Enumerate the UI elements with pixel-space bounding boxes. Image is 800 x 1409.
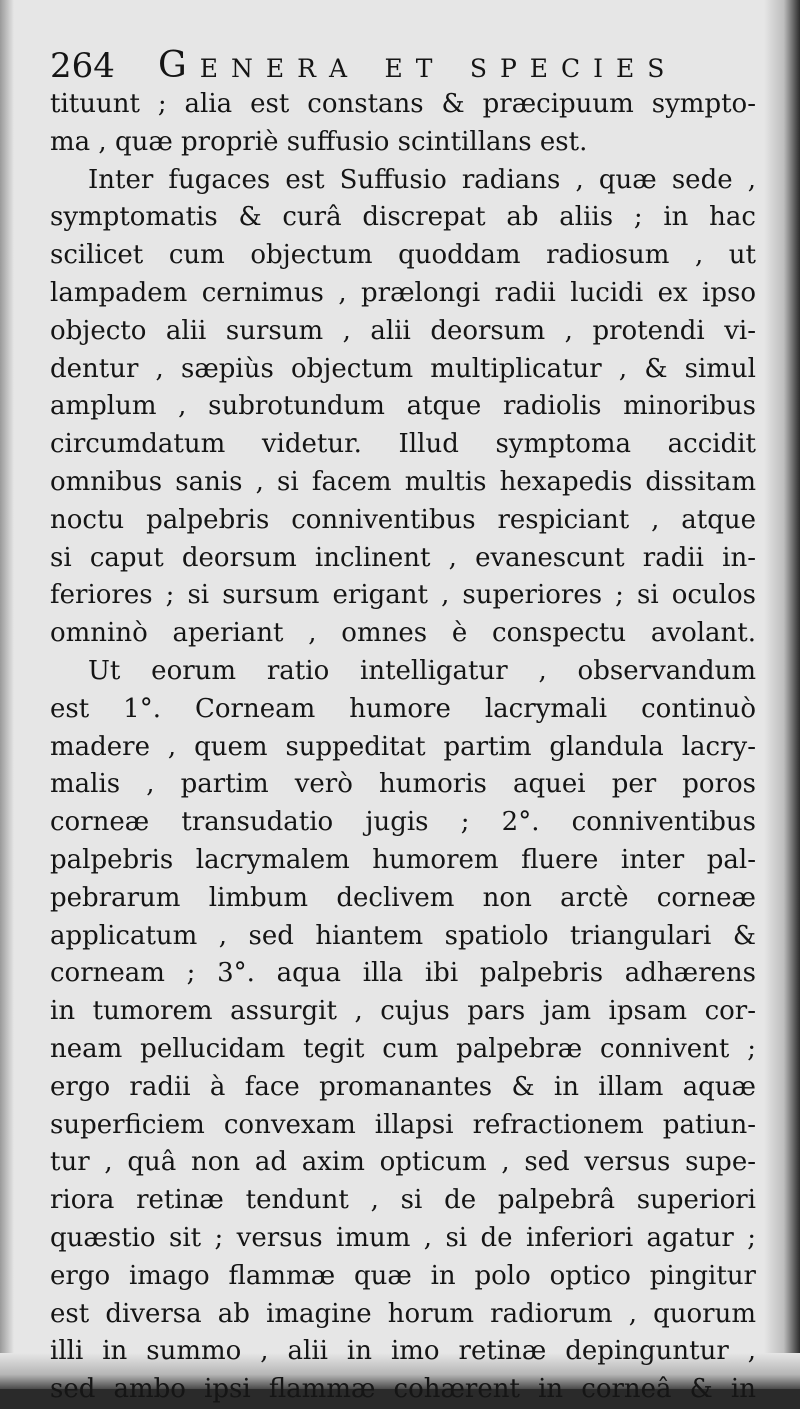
text-line: omninò aperiant , omnes è conspectu avolant.: [50, 618, 756, 649]
text-line: est diversa ab imagine horum radiorum , quorum: [50, 1298, 756, 1329]
page-header: [50, 42, 750, 90]
text-line: sed ambo ipsi flammæ cohærent in corneâ & in: [50, 1374, 756, 1405]
text-line: scilicet cum objectum quoddam radiosum , ut: [50, 240, 756, 271]
text-line: corneam ; 3°. aqua illa ibi palpebris adhærens: [50, 958, 756, 989]
text-line: si caput deorsum inclinent , evanescunt radii in-: [50, 542, 756, 573]
paragraph-first-line: Inter fugaces est Suffusio radians , quæ sede ,: [88, 164, 756, 195]
paragraph-first-line: Ut eorum ratio intelligatur , observandum: [88, 655, 756, 686]
text-line: riora retinæ tendunt , si de palpebrâ superiori: [50, 1185, 756, 1216]
text-line: superficiem convexam illapsi refractionem patiun-: [50, 1109, 756, 1140]
text-line: malis , partim verò humoris aquei per poros: [50, 769, 756, 800]
text-line: amplum , subrotundum atque radiolis minoribus: [50, 391, 756, 422]
text-line: est 1°. Corneam humore lacrymali continuò: [50, 693, 756, 724]
text-line: objecto alii sursum , alii deorsum , protendi vi-: [50, 315, 756, 346]
text-line: lampadem cernimus , prælongi radii lucidi ex ipso: [50, 277, 756, 308]
text-line: corneæ transudatio jugis ; 2°. conniventibus: [50, 807, 756, 838]
text-line: palpebris lacrymalem humorem fluere inter pal-: [50, 844, 756, 875]
page-edge-shadow-left: [0, 0, 14, 1389]
text-line: dentur , sæpiùs objectum multiplicatur , & simul: [50, 353, 756, 384]
text-line: noctu palpebris conniventibus respiciant , atque: [50, 504, 756, 535]
text-line: tur , quâ non ad axim opticum , sed versus supe-: [50, 1147, 756, 1178]
text-line: pebrarum limbum declivem non arctè corneæ: [50, 882, 756, 913]
running-title: Genera et species: [158, 45, 678, 86]
text-line: ergo imago flammæ quæ in polo optico pingitur: [50, 1260, 756, 1291]
page-edge-shadow-right: [764, 0, 800, 1389]
text-line: feriores ; si sursum erigant , superiores ; si oculos: [50, 580, 756, 611]
body-text: [50, 86, 756, 1409]
text-line: illi in summo , alii in imo retinæ depinguntur ,: [50, 1336, 756, 1367]
text-line: in tumorem assurgit , cujus pars jam ipsam cor-: [50, 996, 756, 1027]
text-line: applicatum , sed hiantem spatiolo triangulari &: [50, 920, 756, 951]
page-number: 264: [50, 46, 115, 86]
text-line: circumdatum videtur. Illud symptoma accidit: [50, 429, 756, 460]
text-line: symptomatis & curâ discrepat ab aliis ; in hac: [50, 202, 756, 233]
text-line: ma , quæ propriè suffusio scintillans est.: [50, 126, 588, 157]
text-line: quæstio sit ; versus imum , si de inferiori agatur ;: [50, 1222, 756, 1253]
text-line: tituunt ; alia est constans & præcipuum sympto-: [50, 89, 756, 119]
text-line: ergo radii à face promanantes & in illam aquæ: [50, 1071, 756, 1102]
text-line: omnibus sanis , si facem multis hexapedis dissitam: [50, 466, 756, 497]
text-line: madere , quem suppeditat partim glandula lacry-: [50, 731, 756, 762]
text-line: neam pellucidam tegit cum palpebræ connivent ;: [50, 1033, 756, 1064]
